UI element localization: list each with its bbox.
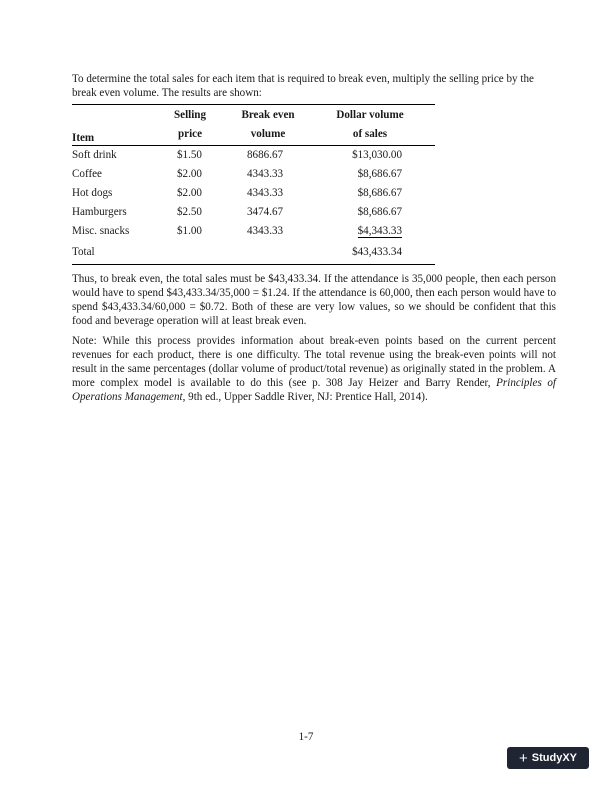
row-volume: 8686.67 [247,149,284,161]
row-volume: 4343.33 [247,168,284,180]
header-price-top: Selling [173,109,207,121]
row-price: $2.00 [177,187,202,199]
row-item: Hamburgers [72,206,127,218]
row-sales: $8,686.67 [357,168,402,180]
row-item: Coffee [72,168,102,180]
total-value: $43,433.34 [352,246,402,258]
note-book-title: Principles of Operations Management [72,377,556,403]
table-header-rule [72,145,435,146]
header-sales-top: Dollar volume [336,109,404,121]
intro-paragraph: To determine the total sales for each item that is required to break even, multiply the selling price by the break even volume. The results are shown: [72,73,534,99]
row-volume: 4343.33 [247,225,284,237]
plus-icon: + [519,749,528,767]
note-paragraph [72,334,556,404]
header-item: Item [72,132,95,144]
note-text-2: , 9th ed., Upper Saddle River, NJ: Prentice Hall, 2014). [182,391,428,403]
row-sales: $13,030.00 [352,149,402,161]
row-sales-underlined [345,225,402,238]
note-text-1: Note: While this process provides information about break-even points based on the current percent revenues for each product, there is one difficulty. The total revenue using the break-even points will not result in the same percentages (dollar volume of product/total revenue) as originally stated in the problem. A more complex model is available to do this (see p. 308 Jay Heizer and Barry Render, [72,335,556,389]
header-volume-bottom: volume [250,128,286,140]
row-item: Misc. snacks [72,225,130,237]
row-price: $2.00 [177,168,202,180]
row-volume: 4343.33 [247,187,284,199]
row-sales: $8,686.67 [357,187,402,199]
row-item: Hot dogs [72,187,113,199]
row-item: Soft drink [72,149,117,161]
studyxy-badge[interactable] [507,747,589,769]
row-price: $2.50 [177,206,202,218]
header-price-bottom: price [177,128,203,140]
header-volume-top: Break even [241,109,295,121]
row-price: $1.00 [177,225,202,237]
table-top-rule [72,104,435,105]
row-price: $1.50 [177,149,202,161]
header-sales-bottom: of sales [352,128,388,140]
row-sales: $4,343.33 [357,225,402,237]
row-volume: 3474.67 [247,206,284,218]
table-bottom-rule [72,264,435,265]
page-number: 1-7 [298,731,314,743]
total-label: Total [72,246,95,258]
brand-name: StudyXY [531,752,577,764]
row-sales: $8,686.67 [357,206,402,218]
conclusion-paragraph: Thus, to break even, the total sales must be $43,433.34. If the attendance is 35,000 people, then each person would have to spend $43,433.34/35,000 = $1.24. If the attendance is 60,000, then each person would have to spend $43,433.34/60,000 = $0.72. Both of these are very low values, so we should be confident that this food and beverage operation will at least break even. [72,273,556,327]
